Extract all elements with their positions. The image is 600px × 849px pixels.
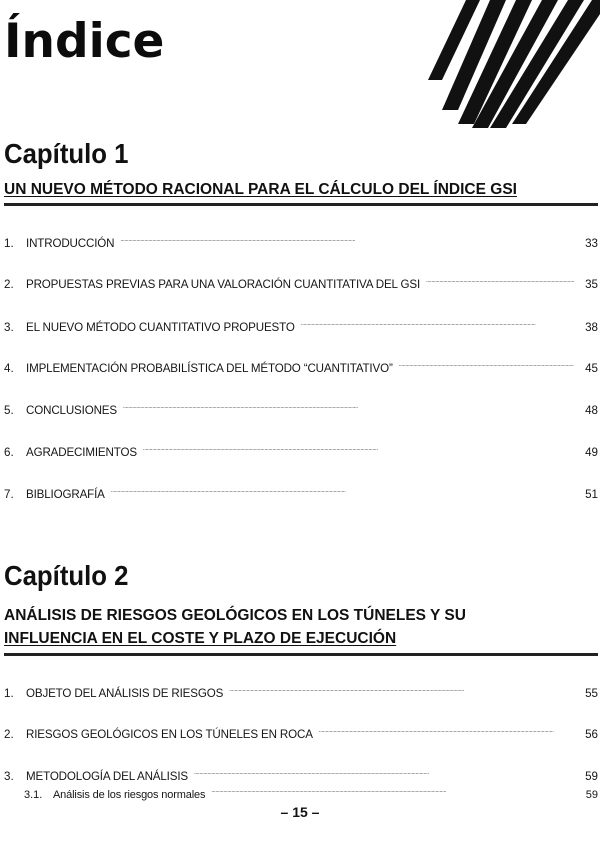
toc-entry-page: 48 — [585, 404, 598, 417]
toc-entry-label: METODOLOGÍA DEL ANÁLISIS — [26, 770, 188, 783]
toc-entry-page: 59 — [585, 789, 598, 801]
dot-leader — [143, 442, 574, 456]
toc-entry-label: PROPUESTAS PREVIAS PARA UNA VALORACIÓN CUANTITATIVA DEL GSI — [26, 278, 421, 291]
chapter-2-title-line-1: ANÁLISIS DE RIESGOS GEOLÓGICOS EN LOS TÚNELES Y SU — [4, 607, 466, 624]
toc-entry[interactable] — [4, 766, 598, 784]
toc-entry[interactable] — [4, 724, 598, 742]
toc-entry-number: 1. — [4, 687, 14, 700]
toc-entry-label: CONCLUSIONES — [26, 404, 117, 417]
toc-entry-number: 4. — [4, 362, 14, 375]
toc-entry-number: 3.1. — [24, 789, 43, 801]
dot-leader — [194, 766, 574, 780]
page-title: Índice — [4, 14, 165, 69]
toc-entry-number: 5. — [4, 404, 14, 417]
chapter-1-rule — [4, 203, 598, 206]
dot-leader — [319, 724, 574, 738]
toc-entry[interactable] — [4, 233, 598, 251]
toc-entry-label: Análisis de los riesgos normales — [53, 789, 206, 801]
toc-entry-number: 3. — [4, 770, 14, 783]
toc-entry-number: 2. — [4, 728, 14, 741]
toc-entry-page: 55 — [585, 687, 598, 700]
chapter-1-heading: Capítulo 1 — [4, 138, 129, 169]
toc-entry-number: 6. — [4, 446, 14, 459]
toc-entry-label: RIESGOS GEOLÓGICOS EN LOS TÚNELES EN ROCA — [26, 728, 313, 741]
toc-entry[interactable] — [4, 683, 598, 701]
toc-entry-page: 38 — [585, 321, 598, 334]
dot-leader — [426, 274, 574, 288]
chapter-2-title-line-2: INFLUENCIA EN EL COSTE Y PLAZO DE EJECUCIÓN — [4, 630, 397, 647]
dot-leader — [120, 233, 574, 247]
toc-subentry[interactable] — [24, 784, 598, 802]
toc-entry[interactable] — [4, 274, 598, 292]
toc-entry-page: 35 — [585, 278, 598, 291]
toc-entry-page: 59 — [585, 770, 598, 783]
toc-entry-page: 49 — [585, 446, 598, 459]
toc-entry[interactable] — [4, 317, 598, 335]
toc-entry-page: 51 — [585, 488, 598, 501]
toc-entry-number: 7. — [4, 488, 14, 501]
toc-entry[interactable] — [4, 358, 598, 376]
toc-entry-label: BIBLIOGRAFÍA — [26, 488, 105, 501]
toc-entry-page: 33 — [585, 237, 598, 250]
dot-leader — [211, 784, 574, 798]
dot-leader — [111, 484, 574, 498]
toc-entry-label: EL NUEVO MÉTODO CUANTITATIVO PROPUESTO — [26, 321, 295, 334]
toc-entry-label: INTRODUCCIÓN — [26, 237, 115, 250]
toc-entry[interactable] — [4, 484, 598, 502]
toc-entry[interactable] — [4, 442, 598, 460]
toc-entry-label: IMPLEMENTACIÓN PROBABILÍSTICA DEL MÉTODO “CUANTITATIVO” — [26, 362, 393, 375]
toc-entry-page: 45 — [585, 362, 598, 375]
chapter-2-heading: Capítulo 2 — [4, 560, 129, 591]
toc-entry-number: 2. — [4, 278, 14, 291]
toc-entry-label: OBJETO DEL ANÁLISIS DE RIESGOS — [26, 687, 224, 700]
dot-leader — [123, 400, 574, 414]
dot-leader — [301, 317, 574, 331]
toc-entry[interactable] — [4, 400, 598, 418]
chapter-1-title: UN NUEVO MÉTODO RACIONAL PARA EL CÁLCULO DEL ÍNDICE GSI — [4, 181, 517, 198]
toc-entry-number: 3. — [4, 321, 14, 334]
toc-entry-number: 1. — [4, 237, 14, 250]
dot-leader — [399, 358, 574, 372]
chapter-2-rule — [4, 653, 598, 656]
dot-leader — [229, 683, 574, 697]
toc-entry-label: AGRADECIMIENTOS — [26, 446, 137, 459]
diagonal-stripes-decoration — [428, 0, 600, 130]
toc-entry-page: 56 — [585, 728, 598, 741]
page-number: – 15 – — [280, 804, 320, 820]
